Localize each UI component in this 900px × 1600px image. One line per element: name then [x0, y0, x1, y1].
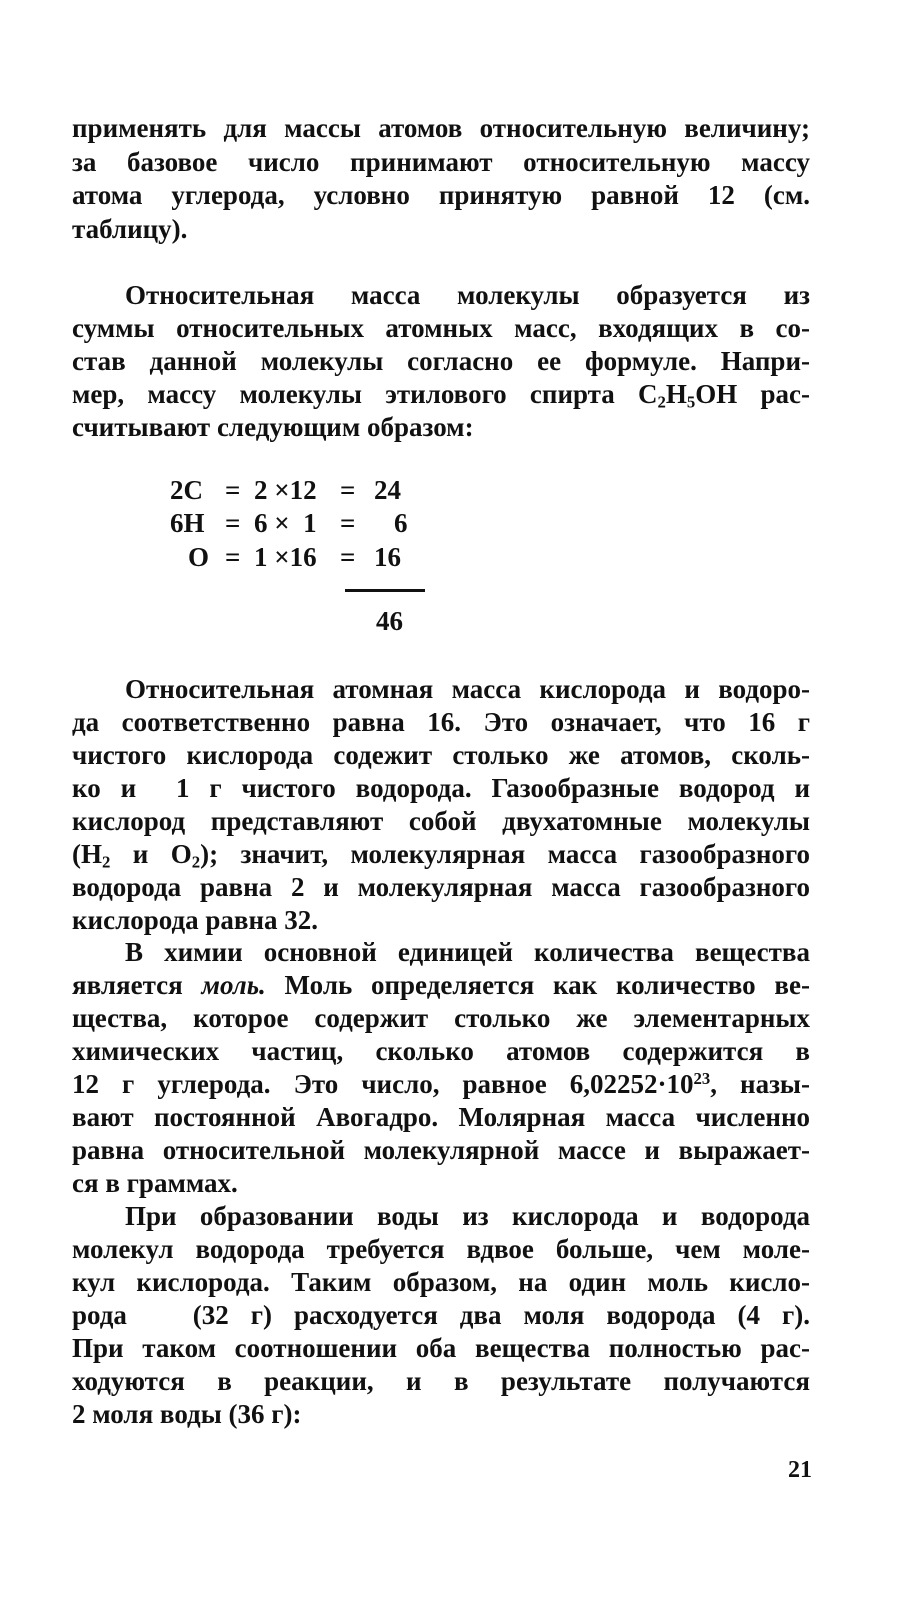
text-fragment: 6H [170, 508, 205, 538]
calculation-row [170, 506, 430, 540]
text-fragment: Моль определяется как количество ве- [265, 970, 810, 1000]
text-line: чистого кислорода содежит столько же атомов, сколь- [72, 740, 810, 770]
text-fragment: = [225, 542, 241, 572]
text-line: атома углерода, условно принятую равной 12 (см. [72, 180, 810, 210]
text-fragment: = [225, 475, 241, 505]
text-line: ко и 1 г чистого водорода. Газообразные водород и [72, 773, 810, 803]
text-line: Относительная атомная масса кислорода и водоро- [125, 674, 810, 704]
page-number: 21 [788, 1457, 812, 1483]
text-fragment: O [188, 542, 210, 572]
text-line: 2 моля воды (36 г): [72, 1399, 302, 1429]
text-line: При таком соотношении оба вещества полностью рас- [72, 1333, 810, 1363]
text-line: да соответственно равна 16. Это означает, что 16 г [72, 707, 810, 737]
text-fragment: 1 ×16 [254, 542, 317, 572]
text-line: за базовое число принимают относительную массу [72, 147, 810, 177]
text-fragment: 23 [693, 1068, 711, 1088]
text-line: ся в граммах. [72, 1168, 238, 1198]
text-fragment: 2 [191, 852, 201, 872]
text-fragment: = [340, 508, 356, 538]
text-line-with-formula [72, 377, 810, 411]
text-line: В химии основной единицей количества вещества [125, 937, 810, 967]
sum-rule [345, 589, 425, 592]
text-line: применять для массы атомов относительную величину; [72, 113, 810, 143]
text-line: вают постоянной Авогадро. Молярная масса численно [72, 1102, 810, 1132]
text-line: ходуются в реакции, и в результате получаются [72, 1366, 810, 1396]
text-fragment: = [225, 508, 241, 538]
text-line: став данной молекулы согласно ее формуле. Напри- [72, 346, 810, 376]
text-fragment: OH рас- [695, 379, 810, 409]
text-fragment: 2C [170, 475, 203, 505]
text-fragment: 5 [686, 392, 696, 412]
text-line: химических частиц, сколько атомов содержится в [72, 1036, 810, 1066]
text-line: При образовании воды из кислорода и водорода [125, 1201, 810, 1231]
text-fragment: 2 [657, 392, 666, 412]
text-line-with-formula [72, 837, 810, 871]
text-line: водорода равна 2 и молекулярная масса газообразного [72, 872, 810, 902]
text-line: равна относительной молекулярной массе и выражает- [72, 1135, 810, 1165]
text-line: Относительная масса молекулы образуется из [125, 280, 810, 310]
text-fragment: 2 [102, 852, 111, 872]
text-line: считывают следующим образом: [72, 412, 474, 442]
text-line: рода (32 г) расходуется два моля водорода (4 г). [72, 1300, 810, 1330]
text-line: кислорода равна 32. [72, 905, 319, 935]
text-fragment: 6 × 1 [254, 508, 317, 538]
text-fragment: 12 г углерода. Это число, равное 6,02252·10 [72, 1069, 694, 1099]
text-line-with-term [72, 968, 810, 1002]
text-fragment: и O [110, 839, 192, 869]
text-fragment: ); значит, молекулярная масса газообразного [200, 839, 810, 869]
text-fragment: 6 [394, 508, 408, 538]
term-mole: моль. [201, 970, 266, 1000]
text-fragment: является [72, 970, 202, 1000]
calculation-row [170, 473, 430, 507]
text-fragment: = [340, 475, 356, 505]
text-fragment: 16 [374, 542, 401, 572]
text-line: щества, которое содержит столько же элементарных [72, 1003, 810, 1033]
text-fragment: = [340, 542, 356, 572]
text-line: таблицу). [72, 214, 188, 244]
calculation-total: 46 [376, 606, 403, 636]
text-fragment: 24 [374, 475, 401, 505]
text-fragment: , назы- [710, 1069, 810, 1099]
text-line: суммы относительных атомных масс, входящих в со- [72, 313, 810, 343]
text-line: кул кислорода. Таким образом, на один моль кисло- [72, 1267, 810, 1297]
text-line: кислород представляют собой двухатомные молекулы [72, 806, 810, 836]
text-fragment: 2 ×12 [254, 475, 317, 505]
text-fragment: мер, массу молекулы этилового спирта C [72, 379, 658, 409]
text-fragment: (H [72, 839, 102, 869]
calculation-row [170, 540, 430, 574]
text-fragment: H [665, 379, 687, 409]
text-line-with-exponent [72, 1067, 810, 1101]
text-line: молекул водорода требуется вдвое больше, чем моле- [72, 1234, 810, 1264]
